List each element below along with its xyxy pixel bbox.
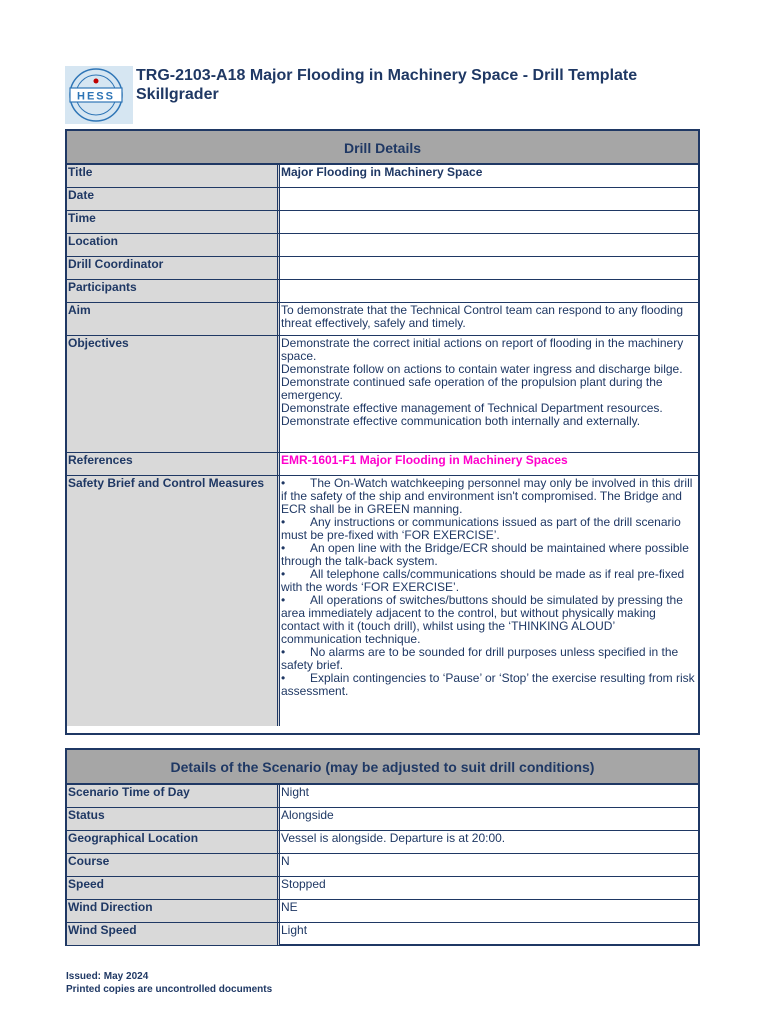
objectives-list xyxy=(280,336,698,452)
safety-brief-list xyxy=(280,476,698,726)
row-references xyxy=(67,453,698,476)
safety-item-text: Explain contingencies to ‘Pause’ or ‘Stop’ the exercise resulting from risk assessment. xyxy=(281,671,695,698)
time-value[interactable] xyxy=(280,211,698,233)
safety-item xyxy=(281,542,697,568)
scenario-label: Scenario Time of Day xyxy=(67,785,280,807)
row-scenario-time-of-day xyxy=(67,785,698,808)
scenario-value[interactable]: N xyxy=(281,854,290,868)
scenario-heading: Details of the Scenario (may be adjusted to suit drill conditions) xyxy=(67,750,698,785)
objective-item: Demonstrate effective communication both internally and externally. xyxy=(281,414,641,428)
bullet-icon: • xyxy=(281,515,286,529)
document-header xyxy=(65,66,705,124)
drill-details-heading: Drill Details xyxy=(67,131,698,165)
row-date xyxy=(67,188,698,211)
time-label: Time xyxy=(67,211,280,233)
issued-date: Issued: May 2024 xyxy=(66,971,149,982)
bullet-icon: • xyxy=(281,567,286,581)
scenario-value[interactable]: Vessel is alongside. Departure is at 20:00. xyxy=(281,831,506,845)
location-label: Location xyxy=(67,234,280,256)
title-value[interactable]: Major Flooding in Machinery Space xyxy=(281,165,483,179)
safety-item xyxy=(281,646,697,672)
safety-item xyxy=(281,568,697,594)
scenario-label: Geographical Location xyxy=(67,831,280,853)
scenario-value[interactable]: NE xyxy=(281,900,298,914)
safety-item-text: The On-Watch watchkeeping personnel may only be involved in this drill if the safety of the ship and environment isn't compromised. The Bridge and ECR shall be in GREEN manning. xyxy=(281,476,693,516)
row-course xyxy=(67,854,698,877)
row-participants xyxy=(67,280,698,303)
uncontrolled-note: Printed copies are uncontrolled documents xyxy=(66,983,273,995)
aim-value: To demonstrate that the Technical Control team can respond to any flooding threat effectively, safely and timely. xyxy=(281,303,684,330)
date-label: Date xyxy=(67,188,280,210)
safety-item-text: Any instructions or communications issued as part of the drill scenario must be pre-fixed with ‘FOR EXERCISE’. xyxy=(281,515,681,542)
row-time xyxy=(67,211,698,234)
bullet-icon: • xyxy=(281,476,286,490)
title-label: Title xyxy=(67,165,280,187)
bullet-icon: • xyxy=(281,593,286,607)
scenario-value[interactable]: Night xyxy=(281,785,310,799)
safety-item xyxy=(281,672,697,698)
references-label: References xyxy=(67,453,280,475)
drill-details-table xyxy=(65,129,700,735)
objectives-label: Objectives xyxy=(67,336,280,452)
hess-logo-icon xyxy=(65,66,133,124)
row-status xyxy=(67,808,698,831)
safety-item-text: All operations of switches/buttons should be simulated by pressing the area immediately adjacent to the control, but without physically making contact with it (touch drill), whilst using the ‘THINKING ALOUD’ communication technique. xyxy=(281,593,683,646)
objective-item: Demonstrate follow on actions to contain water ingress and discharge bilge. xyxy=(281,362,683,376)
scenario-value[interactable]: Alongside xyxy=(281,808,334,822)
scenario-label: Speed xyxy=(67,877,280,899)
safety-item-text: All telephone calls/communications should be made as if real pre-fixed with the words ‘FOR EXERCISE’. xyxy=(281,567,685,594)
row-wind-speed xyxy=(67,923,698,945)
safety-item-text: No alarms are to be sounded for drill purposes unless specified in the safety brief. xyxy=(281,645,679,672)
document-footer xyxy=(66,971,272,996)
row-safety-brief xyxy=(67,476,698,726)
row-location xyxy=(67,234,698,257)
row-geographical-location xyxy=(67,831,698,854)
bullet-icon: • xyxy=(281,541,286,555)
row-objectives xyxy=(67,336,698,453)
bullet-icon: • xyxy=(281,645,286,659)
drill-coordinator-label: Drill Coordinator xyxy=(67,257,280,279)
references-link[interactable]: EMR-1601-F1 Major Flooding in Machinery Spaces xyxy=(281,453,568,467)
row-title xyxy=(67,165,698,188)
scenario-label: Status xyxy=(67,808,280,830)
scenario-value[interactable]: Light xyxy=(281,923,308,937)
drill-coordinator-value[interactable] xyxy=(280,257,698,279)
safety-item xyxy=(281,477,697,516)
row-drill-coordinator xyxy=(67,257,698,280)
aim-label: Aim xyxy=(67,303,280,335)
participants-label: Participants xyxy=(67,280,280,302)
logo-text: HESS xyxy=(77,90,115,103)
bullet-icon: • xyxy=(281,671,286,685)
hess-logo xyxy=(65,66,133,124)
objective-item: Demonstrate continued safe operation of the propulsion plant during the emergency. xyxy=(281,375,663,402)
location-value[interactable] xyxy=(280,234,698,256)
scenario-label: Course xyxy=(67,854,280,876)
scenario-details-table xyxy=(65,748,700,946)
row-aim xyxy=(67,303,698,336)
objective-item: Demonstrate effective management of Technical Department resources. xyxy=(281,401,663,415)
row-speed xyxy=(67,877,698,900)
objective-item: Demonstrate the correct initial actions on report of flooding in the machinery space. xyxy=(281,336,684,363)
participants-value[interactable] xyxy=(280,280,698,302)
scenario-label: Wind Speed xyxy=(67,923,280,945)
document-title: TRG-2103-A18 Major Flooding in Machinery Space - Drill Template Skillgrader xyxy=(136,67,638,103)
scenario-value[interactable]: Stopped xyxy=(281,877,326,891)
safety-brief-label: Safety Brief and Control Measures xyxy=(67,476,280,726)
safety-item xyxy=(281,594,697,646)
safety-item xyxy=(281,516,697,542)
row-wind-direction xyxy=(67,900,698,923)
date-value[interactable] xyxy=(280,188,698,210)
scenario-label: Wind Direction xyxy=(67,900,280,922)
safety-item-text: An open line with the Bridge/ECR should be maintained where possible through the talk-back system. xyxy=(281,541,689,568)
